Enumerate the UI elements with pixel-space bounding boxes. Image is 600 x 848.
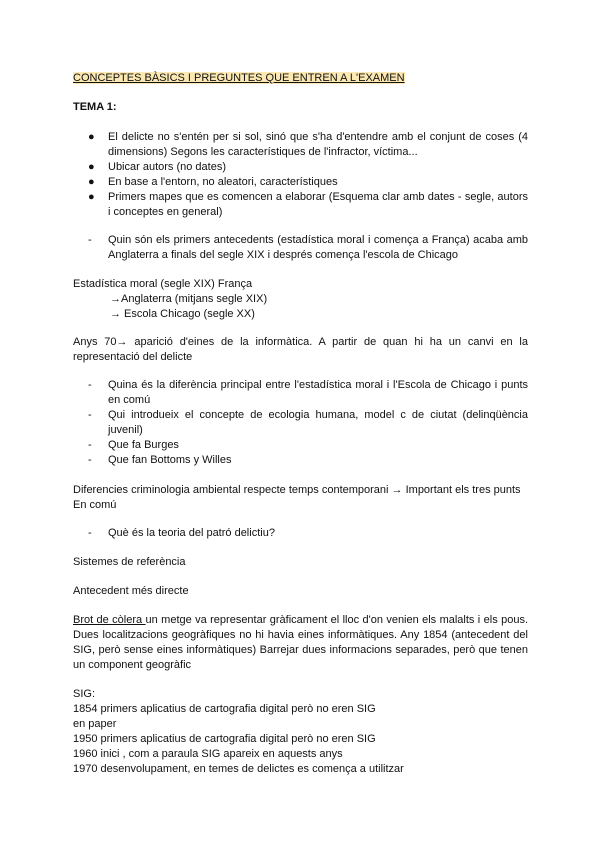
list-item: - Que fan Bottoms y Willes — [88, 454, 232, 466]
brot-link: Brot de còlera — [73, 614, 146, 626]
text-line: SIG: — [73, 688, 96, 700]
text-line: 1960 inici , com a paraula SIG apareix en aquests anys — [73, 748, 343, 760]
text-line: → Escola Chicago (segle XX) — [110, 308, 255, 320]
paragraph-brot: Brot de còlera un metge va representar gràficament el lloc d'on venien els malalts i els pous. Dues localitzacions geogràfiques no hi havia eines informàtiques. Any 1854 (antecedent del SIG, però sense eines informàtiques) Barrejar dues informacions separades, però que tenen un component geogràfic — [73, 614, 528, 671]
antecedent-line: Antecedent més directe — [73, 585, 189, 597]
dash-icon: - — [88, 409, 92, 421]
diferencies-block — [73, 483, 528, 513]
document-title-line — [73, 71, 528, 86]
text-line: 1854 primers aplicatius de cartografia digital però no eren SIG — [73, 703, 376, 715]
bullet-icon: ● — [88, 176, 95, 188]
bullet-icon: ● — [88, 131, 95, 143]
list-item: ● El delicte no s'entén per si sol, sinó que s'ha d'entendre amb el conjunt de coses (4 dimensions) Segons les característiques de l'infractor, víctima... — [88, 131, 528, 158]
list-item: ● En base a l'entorn, no aleatori, característiques — [88, 176, 338, 188]
text-line: 1950 primers aplicatius de cartografia digital però no eren SIG — [73, 733, 376, 745]
question-list — [73, 378, 528, 468]
text-line: →Anglaterra (mitjans segle XIX) — [110, 293, 268, 305]
patro-list — [73, 526, 528, 541]
list-item: ● Ubicar autors (no dates) — [88, 161, 226, 173]
dash-icon: - — [88, 527, 92, 539]
sig-block — [73, 687, 528, 777]
estadistica-block — [73, 277, 528, 322]
document-title: CONCEPTES BÀSICS I PREGUNTES QUE ENTREN A L'EXAMEN — [73, 72, 405, 84]
text-line: Estadística moral (segle XIX) França — [73, 278, 253, 290]
list-item: - Quina és la diferència principal entre l'estadística moral i l'Escola de Chicago i punts en comú — [88, 379, 528, 406]
list-item: ● Primers mapes que es comencen a elaborar (Esquema clar amb dates - segle, autors i conceptes en general) — [88, 191, 528, 218]
paragraph-anys70: Anys 70→ aparició d'eines de la informàtica. A partir de quan hi ha un canvi en la representació del delicte — [73, 336, 528, 363]
text-line: Diferencies criminologia ambiental respecte temps contemporani → Important els tres punts — [73, 484, 521, 496]
list-item: - Que fa Burges — [88, 439, 179, 451]
sistemes-line: Sistemes de referència — [73, 556, 186, 568]
text-line: en paper — [73, 718, 117, 730]
dash-icon: - — [88, 454, 92, 466]
dash-icon: - — [88, 379, 92, 391]
bullet-icon: ● — [88, 161, 95, 173]
bullet-list — [73, 130, 528, 220]
dash-icon: - — [88, 234, 92, 246]
dash-list — [73, 233, 528, 263]
text-line: 1970 desenvolupament, en temes de delictes es comença a utilitzar — [73, 763, 404, 775]
dash-icon: - — [88, 439, 92, 451]
list-item: - Què és la teoria del patró delictiu? — [88, 527, 275, 539]
list-item: - Qui introdueix el concepte de ecologia humana, model c de ciutat (delinqüència juvenil) — [88, 409, 528, 436]
section-heading: TEMA 1: — [73, 101, 117, 113]
list-item: - Quin són els primers antecedents (estadística moral i comença a França) acaba amb Anglaterra a finals del segle XIX i després comença l'escola de Chicago — [88, 234, 528, 261]
text-line: En comú — [73, 499, 117, 511]
bullet-icon: ● — [88, 191, 95, 203]
